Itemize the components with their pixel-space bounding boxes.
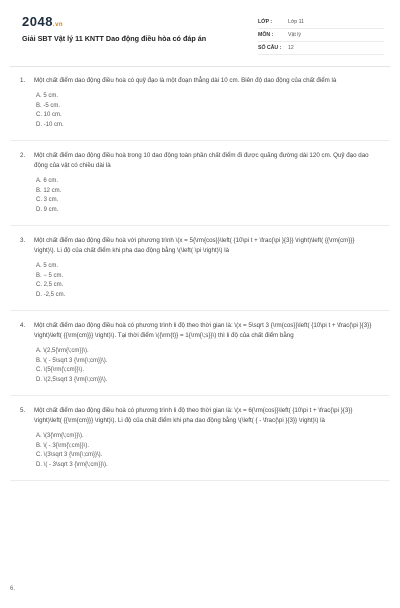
option-a[interactable]: A. 6 cm. [36,178,59,184]
question-number: 4. [20,322,26,329]
option-c[interactable]: C. 2,5 cm. [36,282,64,288]
question-number: 5. [20,407,26,414]
meta-value: Vật lý [288,32,301,38]
document-page [10,8,390,608]
document-title: Giải SBT Vật lý 11 KNTT Dao động điều hòa có đáp án [22,34,207,43]
question-4 [10,311,390,396]
question-text: Một chất điểm dao động điều hoà trong 10 dao động toàn phần chất điểm đi được quãng đường dài 120 cm. Quỹ đạo dao động của vật có chiều dài là [34,152,369,169]
question-text: Một chất điểm dao động điều hoà với phương trình \(x = 5{\rm{cos}}\left( {10\pi t + \frac{\pi }{3}} \right)\left( {{\rm{cm}}} \right)\). Li độ của chất điểm khi pha dao động bằng \(\left( \pi \right)\) là [34,237,355,254]
document-header [10,8,390,67]
question-2 [10,141,390,226]
document-meta [258,16,384,55]
meta-key: SỐ CÂU : [258,45,282,51]
logo-main: 2048 [22,14,53,29]
option-c[interactable]: C. 10 cm. [36,112,62,118]
option-c[interactable]: C. 3 cm. [36,197,59,203]
question-5 [10,396,390,481]
meta-row-subject [258,29,384,42]
option-b[interactable]: B. 12 cm. [36,187,62,194]
question-number: 1. [20,77,26,84]
option-a[interactable]: A. 5 cm. [36,93,59,99]
question-6-partial: 6. [10,586,16,592]
meta-key: MÔN : [258,32,274,38]
question-text: Một chất điểm dao động điều hoà có quỹ đạo là một đoạn thẳng dài 10 cm. Biên độ dao động của chất điểm là [34,77,337,84]
option-list [36,171,384,225]
question-number: 2. [20,152,26,159]
option-a[interactable]: A. 5 cm. [36,263,59,269]
question-number: 3. [20,237,26,244]
option-b[interactable]: B. \( - 3{\rm{\;cm}}\). [36,442,90,449]
option-c[interactable]: C. \(3\sqrt 3 {\rm{\;cm}}\). [36,452,103,458]
meta-row-class [258,16,384,29]
question-text: Một chất điểm dao động điều hoà có phương trình li độ theo thời gian là: \(x = 6{\rm{cos}}\left( {10\pi t + \frac{\pi }{3}} \right)\left( {{\rm{cm}}} \right)\). Li độ của chất điểm khi pha dao động bằng \(\left( { - \frac{\pi }{3}} \right)\) là [34,407,353,424]
question-text: Một chất điểm dao động điều hoà có phương trình li độ theo thời gian là: \(x = 5\sqrt 3 {\rm{cos}}\left( {10\pi t + \frac{\pi }{3}} \right)\left( {{\rm{cm}}} \right)\). Tại thời điểm \({\rm{t}} = 1{\rm{\;s}}\) thì li độ của chất điểm bằng [34,322,372,339]
question-3 [10,226,390,311]
meta-value: 12 [288,45,294,51]
site-logo[interactable] [22,14,63,29]
option-a[interactable]: A. \(3{\rm{\;cm}}\). [36,433,84,439]
option-list [36,426,384,480]
meta-value: Lớp 11 [288,19,304,25]
option-b[interactable]: B. -5 cm. [36,102,61,109]
option-d[interactable]: D. -10 cm. [36,121,64,128]
option-list [36,86,384,140]
option-d[interactable]: D. \( - 3\sqrt 3 {\rm{\;cm}}\). [36,461,108,468]
option-d[interactable]: D. -2,5 cm. [36,291,66,298]
option-a[interactable]: A. \(2,5{\rm{\;cm}}\). [36,348,89,354]
question-1 [10,66,390,141]
meta-key: LỚP : [258,19,273,25]
option-b[interactable]: B. \( - 5\sqrt 3 {\rm{\;cm}}\). [36,357,108,364]
option-b[interactable]: B. − 5 cm. [36,272,64,279]
option-d[interactable]: D. \(2,5\sqrt 3 {\rm{\;cm}}\). [36,376,108,383]
option-c[interactable]: C. \(5{\rm{\;cm}}\). [36,367,85,373]
meta-row-count [258,42,384,55]
logo-suffix: .vn [52,22,64,28]
option-d[interactable]: D. 9 cm. [36,206,59,213]
option-list [36,256,384,310]
option-list [36,341,384,395]
question-list [10,66,390,481]
